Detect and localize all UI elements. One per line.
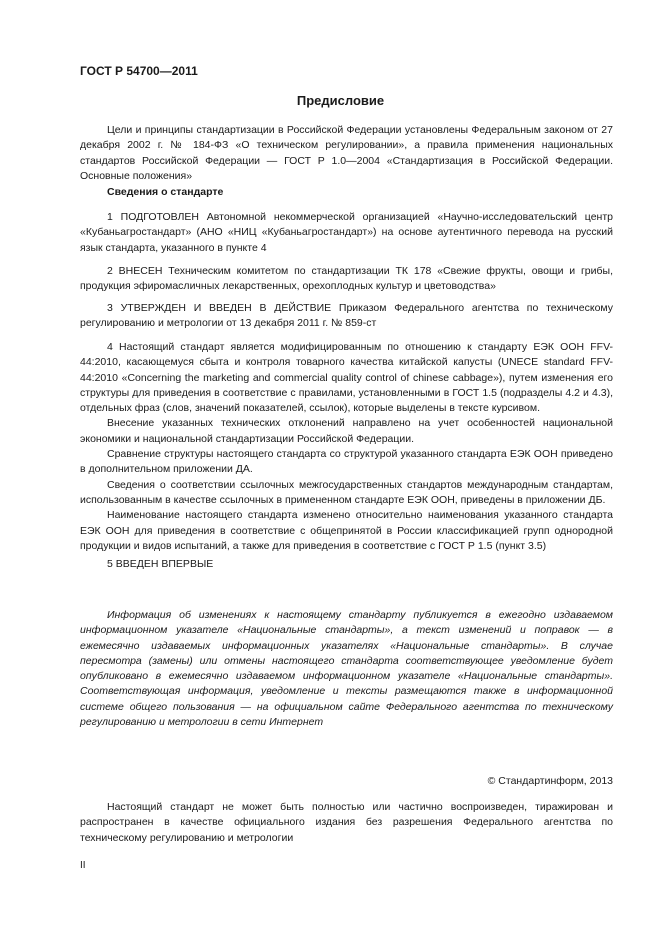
item-4 [80,340,613,554]
document-number: ГОСТ Р 54700—2011 [80,64,198,78]
item-4-paragraph-4: Сведения о соответствии ссылочных межгосударственных стандартов международным стандартам, использованным в качестве ссылочных в примененном стандарте ЕЭК ООН, приведены в приложении ДБ. [80,478,613,506]
item-4-paragraph-5: Наименование настоящего стандарта изменено относительно наименования указанного стандарта ЕЭК ООН для приведения в соответствие с общепринятой в России классификацией групп однородной продукции и видов испытаний, а также для приведения в соответствие с ГОСТ Р 1.5 (пункт 3.5) [80,509,613,552]
page-number: II [80,860,86,871]
copyright-notice: © Стандартинформ, 2013 [487,775,613,787]
intro-paragraph [80,123,613,184]
item-1 [80,210,613,256]
reproduction-notice [80,800,613,846]
intro-text: Цели и принципы стандартизации в Российской Федерации установлены Федеральным законом от 27 декабря 2002 г. № 184-ФЗ «О техническом регулировании», а правила применения национальных стандартов Российской Федерации — ГОСТ Р 1.0—2004 «Стандартизация в Российской Федерации. Основные положения» [80,124,613,182]
page-title: Предисловие [296,93,385,108]
item-3 [80,301,613,332]
item-2 [80,264,613,295]
reproduction-text: Настоящий стандарт не может быть полностью или частично воспроизведен, тиражирован и распространен в качестве официального издания без разрешения Федерального агентства по техническому регулированию и метрологии [80,801,613,844]
section-heading: Сведения о стандарте [107,186,224,198]
item-2-text: 2 ВНЕСЕН Техническим комитетом по стандартизации ТК 178 «Свежие фрукты, овощи и грибы, продукция эфиромасличных лекарственных, орехоплодных культур и цветоводства» [80,265,613,293]
item-1-text: 1 ПОДГОТОВЛЕН Автономной некоммерческой организацией «Научно-исследовательский центр «Кубаньагростандарт» (АНО «НИЦ «Кубаньагростандарт») на основе аутентичного перевода на русский язык стандарта, указанного в пункте 4 [80,211,613,254]
item-3-text: 3 УТВЕРЖДЕН И ВВЕДЕН В ДЕЙСТВИЕ Приказом Федерального агентства по техническому регулированию и метрологии от 13 декабря 2011 г. № 859-ст [80,302,613,330]
notice-text: Информация об изменениях к настоящему стандарту публикуется в ежегодно издаваемом информационном указателе «Национальные стандарты», а текст изменений и поправок — в ежемесячно издаваемых информационных указателях «Национальные стандарты». В случае пересмотра (замены) или отмены настоящего стандарта соответствующее уведомление будет опубликовано в ежемесячно издаваемом информационном указателе «Национальные стандарты». Соответствующая информация, уведомление и тексты размещаются также в информационной системе общего пользования — на официальном сайте Федерального агентства по техническому регулированию и метрологии в сети Интернет [80,609,613,729]
item-4-paragraph-3: Сравнение структуры настоящего стандарта со структурой указанного стандарта ЕЭК ООН приведено в дополнительном приложении ДА. [80,448,613,476]
notice-block [80,608,613,730]
item-4-paragraph-2: Внесение указанных технических отклонений направлено на учет особенностей национальной экономики и национальной стандартизации Российской Федерации. [80,417,613,445]
item-5-text: 5 ВВЕДЕН ВПЕРВЫЕ [107,558,214,570]
item-5 [80,557,613,572]
item-4-paragraph-1: 4 Настоящий стандарт является модифицированным по отношению к стандарту ЕЭК ООН FFV-44:2010, касающемуся сбыта и контроля товарного качества китайской капусты (UNECE standard FFV-44:2010 «Concerning the marketing and commercial quality control of chinese cabbage»), путем изменения его структуры для приведения в соответствие с правилами, установленными в ГОСТ 1.5 (подразделы 4.2 и 4.3), отдельных фраз (слов, значений показателей, ссылок), которые выделены в тексте курсивом. [80,341,613,415]
